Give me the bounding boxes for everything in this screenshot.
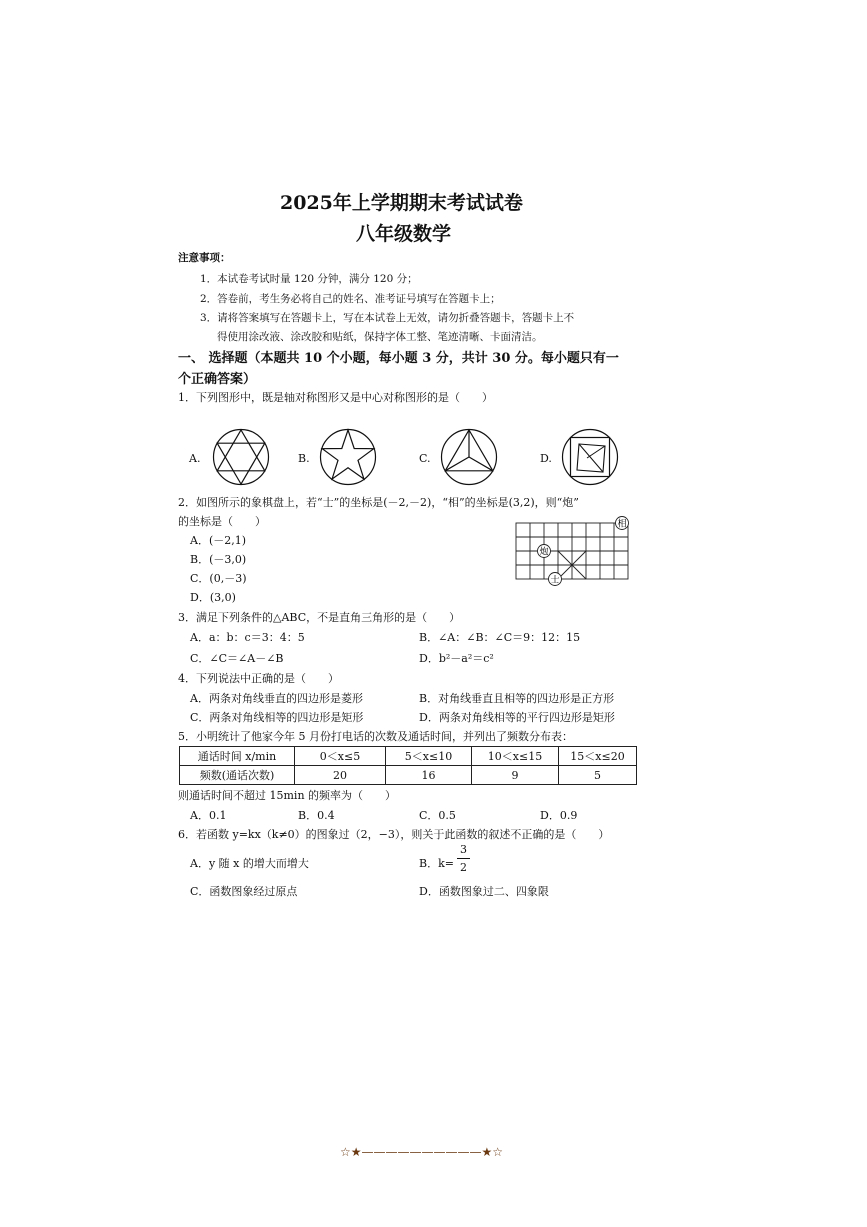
table-cell: 5＜x≤10 xyxy=(386,747,472,766)
table-cell: 10＜x≤15 xyxy=(472,747,559,766)
q4-option-b: B．对角线垂直且相等的四边形是正方形 xyxy=(419,692,615,705)
q6-option-c: C．函数图象经过原点 xyxy=(190,885,298,898)
notice-item: 2．答卷前，考生务必将自己的姓名、准考证号填写在答题卡上； xyxy=(200,293,501,305)
table-row xyxy=(180,766,637,785)
section-heading: 一、 选择题（本题共 10 个小题，每小题 3 分，共计 30 分。每小题只有一 xyxy=(178,351,619,366)
table-cell: 16 xyxy=(386,766,472,785)
piece-pao-label: 炮 xyxy=(539,547,549,558)
q5-option-b: B．0.4 xyxy=(298,809,335,822)
notice-item: 3．请将答案填写在答题卡上，写在本试卷上无效，请勿折叠答题卡，答题卡上不 xyxy=(200,312,575,324)
q6-option-d: D．函数图象过二、四象限 xyxy=(419,885,549,898)
q6-stem: 6．若函数 y=kx（k≠0）的图象过（2，−3），则关于此函数的叙述不正确的是（ ） xyxy=(178,828,610,841)
triangle-circle-icon xyxy=(440,428,498,486)
piece-xiang xyxy=(616,517,629,530)
q5-option-d: D．0.9 xyxy=(540,809,578,822)
notice-item: 1．本试卷考试时量 120 分钟，满分 120 分； xyxy=(200,273,418,285)
q2-option-c: C．(0,－3) xyxy=(190,572,247,585)
table-cell: 20 xyxy=(295,766,386,785)
fraction-bar xyxy=(457,858,470,859)
q5-option-c: C．0.5 xyxy=(419,809,456,822)
q1-option-d-label: D. xyxy=(540,452,552,465)
square-circle-icon xyxy=(561,428,619,486)
q3-option-b: B．∠A：∠B：∠C＝9：12：15 xyxy=(419,631,581,644)
table-cell: 15＜x≤20 xyxy=(559,747,637,766)
footer-decoration: ☆★——————————★☆ xyxy=(340,1145,504,1159)
q4-option-c: C．两条对角线相等的四边形是矩形 xyxy=(190,711,364,724)
q4-option-a: A．两条对角线垂直的四边形是菱形 xyxy=(190,692,363,705)
table-row xyxy=(180,747,637,766)
hexagram-circle-icon xyxy=(212,428,270,486)
table-cell: 频数(通话次数) xyxy=(180,766,295,785)
q3-option-c: C．∠C＝∠A－∠B xyxy=(190,652,284,665)
piece-pao xyxy=(538,545,551,558)
q1-stem: 1．下列图形中，既是轴对称图形又是中心对称图形的是（ ） xyxy=(178,391,493,404)
notice-item: 得使用涂改液、涂改胶和贴纸，保持字体工整、笔迹清晰、卡面清洁。 xyxy=(217,331,543,343)
piece-xiang-label: 相 xyxy=(617,519,627,530)
exam-title: 2025年上学期期末考试试卷 xyxy=(280,192,523,214)
q5-stem: 5．小明统计了他家今年 5 月份打电话的次数及通话时间，并列出了频数分布表： xyxy=(178,730,573,743)
q1-option-b-label: B. xyxy=(298,452,310,465)
q6-option-b: B．k= xyxy=(419,857,454,870)
exam-subtitle: 八年级数学 xyxy=(356,223,452,245)
piece-shi xyxy=(549,573,562,586)
q2-stem: 2．如图所示的象棋盘上，若“士”的坐标是(－2,－2)，“相”的坐标是(3,2)，则“炮” xyxy=(178,496,579,509)
q4-stem: 4．下列说法中正确的是（ ） xyxy=(178,672,339,685)
q1-option-c-label: C. xyxy=(419,452,431,465)
q5-option-a: A．0.1 xyxy=(190,809,227,822)
q2-option-d: D．(3,0) xyxy=(190,591,236,604)
table-cell: 9 xyxy=(472,766,559,785)
star-circle-icon xyxy=(319,428,377,486)
q3-stem: 3．满足下列条件的△ABC，不是直角三角形的是（ ） xyxy=(178,611,461,624)
q2-stem-cont: 的坐标是（ ） xyxy=(178,515,266,528)
q2-option-a: A．(－2,1) xyxy=(190,534,247,547)
table-cell: 0＜x≤5 xyxy=(295,747,386,766)
table-cell: 通话时间 x/min xyxy=(180,747,295,766)
q3-option-d: D．b²－a²＝c² xyxy=(419,652,494,665)
q5-followup: 则通话时间不超过 15min 的频率为（ ） xyxy=(178,789,397,802)
q1-option-a-label: A. xyxy=(189,452,201,465)
notice-heading: 注意事项： xyxy=(178,252,231,264)
q3-option-a: A．a：b：c＝3：4：5 xyxy=(190,631,305,644)
frequency-table xyxy=(179,746,637,785)
chessboard-diagram xyxy=(508,513,633,591)
section-heading-cont: 个正确答案） xyxy=(178,372,257,387)
q6-option-b-numerator: 3 xyxy=(460,843,467,856)
q6-option-a: A．y 随 x 的增大而增大 xyxy=(190,857,309,870)
q4-option-d: D．两条对角线相等的平行四边形是矩形 xyxy=(419,711,615,724)
q6-option-b-denominator: 2 xyxy=(460,861,467,874)
q2-option-b: B．(－3,0) xyxy=(190,553,247,566)
piece-shi-label: 士 xyxy=(550,575,560,586)
table-cell: 5 xyxy=(559,766,637,785)
